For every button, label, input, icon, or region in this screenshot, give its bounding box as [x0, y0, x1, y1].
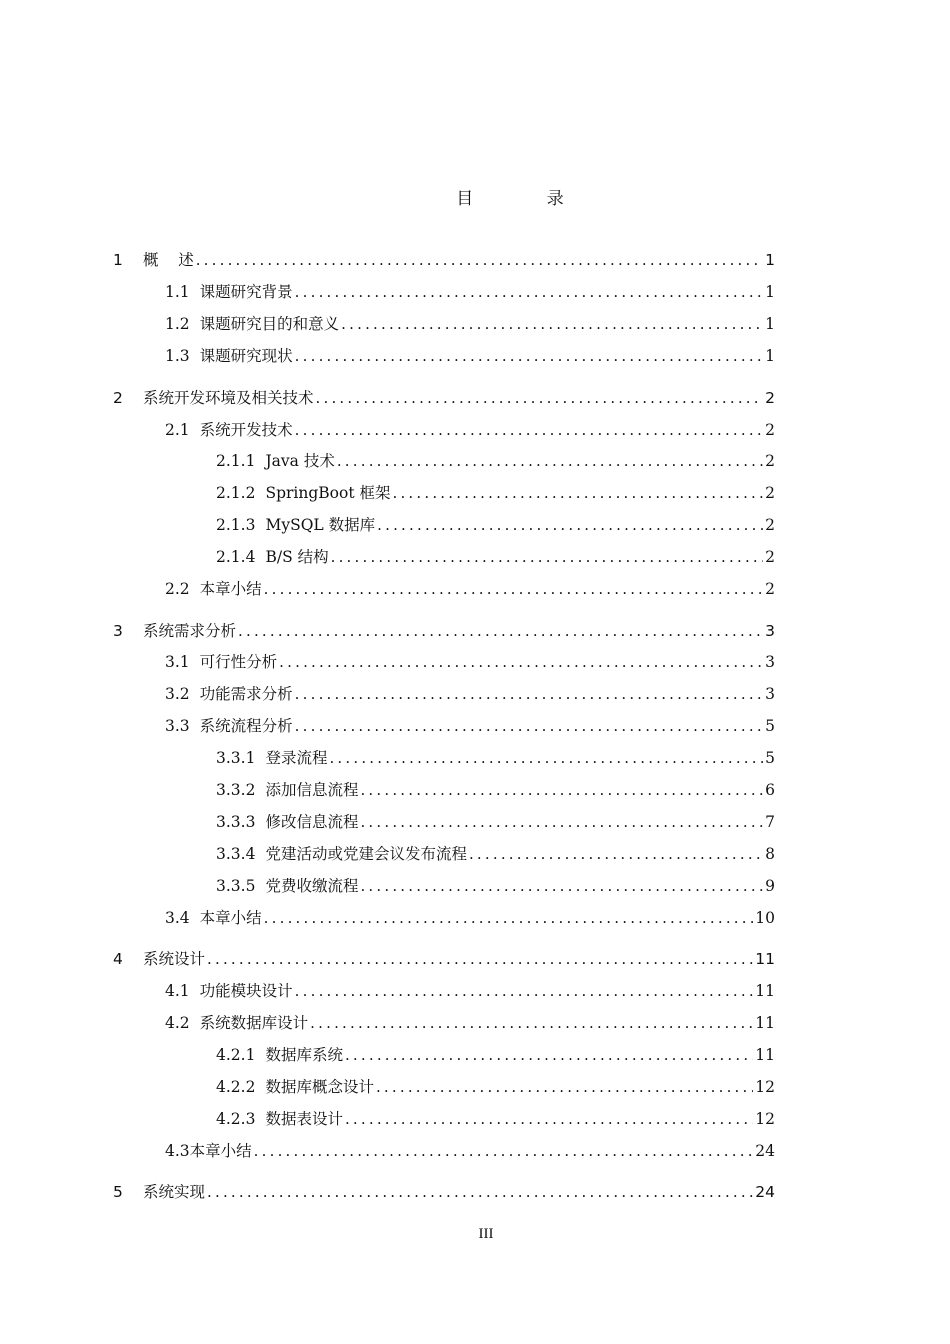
- toc-entry-page: 1: [765, 347, 775, 365]
- toc-entry-number: 3.3: [165, 717, 190, 735]
- toc-entry-number: 3.4: [165, 909, 190, 927]
- toc-leader-dots: [295, 345, 763, 367]
- toc-leader-dots: [345, 1108, 753, 1130]
- toc-entry[interactable]: [113, 1181, 775, 1203]
- toc-entry-title: Java 技术: [265, 452, 335, 470]
- toc-entry[interactable]: [216, 450, 775, 472]
- toc-entry-title: 党建活动或党建会议发布流程: [265, 845, 467, 863]
- toc-leader-dots: [207, 1181, 753, 1203]
- toc-entry-page: 24: [755, 1142, 775, 1160]
- toc-entry[interactable]: [216, 482, 775, 504]
- toc-leader-dots: [295, 715, 763, 737]
- toc-entry[interactable]: [216, 1044, 775, 1066]
- toc-entry-page: 12: [755, 1078, 775, 1096]
- toc-entry[interactable]: [165, 578, 775, 600]
- toc-entry-number: 5: [113, 1183, 123, 1201]
- page-number-footer: III: [478, 1226, 494, 1242]
- toc-entry-title: 系统需求分析: [143, 622, 237, 640]
- toc-entry-page: 9: [765, 877, 775, 895]
- page-title: 目 录: [456, 189, 598, 209]
- toc-entry-number: 4.2.3: [216, 1110, 256, 1128]
- toc-entry-title: 本章小结: [199, 909, 262, 927]
- toc-leader-dots: [331, 546, 764, 568]
- toc-entry-number: 3.3.4: [216, 845, 256, 863]
- toc-entry-page: 1: [765, 251, 775, 269]
- toc-entry-page: 11: [755, 950, 775, 968]
- toc-entry-page: 2: [765, 516, 775, 534]
- toc-entry[interactable]: [216, 779, 775, 801]
- toc-entry-title: 党费收缴流程: [265, 877, 359, 895]
- toc-leader-dots: [360, 875, 763, 897]
- toc-entry-page: 11: [755, 1046, 775, 1064]
- toc-entry-number: 3.2: [165, 685, 190, 703]
- toc-leader-dots: [295, 281, 763, 303]
- toc-entry-page: 11: [755, 1014, 775, 1032]
- toc-entry[interactable]: [216, 1108, 775, 1130]
- toc-entry-number: 2.1.3: [216, 516, 256, 534]
- toc-leader-dots: [254, 1140, 754, 1162]
- toc-leader-dots: [360, 779, 763, 801]
- toc-entry-title: B/S 结构: [265, 548, 329, 566]
- toc-entry-page: 2: [765, 389, 775, 407]
- toc-entry[interactable]: [113, 387, 775, 409]
- toc-entry[interactable]: [165, 1012, 775, 1034]
- toc-entry-title: 系统实现: [143, 1183, 206, 1201]
- toc-entry-page: 2: [765, 484, 775, 502]
- toc-entry-page: 1: [765, 315, 775, 333]
- toc-entry-title: 本章小结: [199, 580, 262, 598]
- toc-entry[interactable]: [216, 514, 775, 536]
- toc-entry[interactable]: [113, 620, 775, 642]
- toc-entry-title: 登录流程: [265, 749, 328, 767]
- toc-entry-number: 1.3: [165, 347, 190, 365]
- toc-entry-page: 10: [755, 909, 775, 927]
- toc-leader-dots: [376, 1076, 753, 1098]
- toc-entry-number: 4.1: [165, 982, 190, 1000]
- toc-entry-number: 1: [113, 251, 123, 269]
- toc-entry-title: 功能模块设计: [199, 982, 293, 1000]
- toc-entry-title: MySQL 数据库: [265, 516, 376, 534]
- toc-leader-dots: [238, 620, 763, 642]
- toc-entry-number: 4.2: [165, 1014, 190, 1032]
- toc-entry-number: 2.1.1: [216, 452, 256, 470]
- toc-entry-number: 2: [113, 389, 123, 407]
- toc-entry-page: 3: [765, 622, 775, 640]
- toc-entry[interactable]: [165, 715, 775, 737]
- toc-leader-dots: [207, 948, 753, 970]
- toc-entry[interactable]: [165, 907, 775, 929]
- toc-entry-title: 系统流程分析: [199, 717, 293, 735]
- toc-entry[interactable]: [216, 811, 775, 833]
- toc-leader-dots: [337, 450, 763, 472]
- toc-entry-number: 2.2: [165, 580, 190, 598]
- toc-entry-number: 3: [113, 622, 123, 640]
- toc-entry-title: 添加信息流程: [265, 781, 359, 799]
- toc-leader-dots: [392, 482, 763, 504]
- toc-entry-number: 4: [113, 950, 123, 968]
- toc-entry-page: 2: [765, 548, 775, 566]
- toc-leader-dots: [295, 980, 754, 1002]
- toc-entry-title: 概 述: [143, 251, 194, 269]
- toc-entry-page: 11: [755, 982, 775, 1000]
- toc-entry-number: 1.1: [165, 283, 190, 301]
- toc-entry-title: 数据库系统: [265, 1046, 343, 1064]
- toc-leader-dots: [377, 514, 763, 536]
- toc-leader-dots: [345, 1044, 753, 1066]
- toc-entry[interactable]: [165, 345, 775, 367]
- toc-leader-dots: [360, 811, 763, 833]
- toc-entry-number: 4.3: [165, 1142, 190, 1160]
- toc-entry[interactable]: [165, 313, 775, 335]
- toc-entry[interactable]: [113, 249, 775, 271]
- toc-leader-dots: [264, 907, 754, 929]
- toc-entry[interactable]: [165, 419, 775, 441]
- toc-leader-dots: [341, 313, 763, 335]
- toc-entry[interactable]: [216, 546, 775, 568]
- toc-entry-title: 可行性分析: [199, 653, 278, 671]
- toc-entry-number: 4.2.1: [216, 1046, 256, 1064]
- toc-entry[interactable]: [216, 1076, 775, 1098]
- toc-entry-title: 修改信息流程: [265, 813, 359, 831]
- toc-entry-page: 1: [765, 283, 775, 301]
- toc-entry-title: 课题研究背景: [199, 283, 293, 301]
- toc-leader-dots: [279, 651, 763, 673]
- toc-entry-number: 3.3.1: [216, 749, 256, 767]
- toc-entry-number: 3.3.5: [216, 877, 256, 895]
- toc-leader-dots: [196, 249, 763, 271]
- toc-entry-title: 功能需求分析: [199, 685, 293, 703]
- toc-entry-title: 数据库概念设计: [265, 1078, 374, 1096]
- toc-entry-title: 系统数据库设计: [199, 1014, 309, 1032]
- toc-entry[interactable]: [165, 281, 775, 303]
- toc-entry[interactable]: [216, 747, 775, 769]
- toc-entry-title: 系统开发技术: [199, 421, 293, 439]
- toc-entry-title: 本章小结: [189, 1142, 252, 1160]
- toc-entry-page: 3: [765, 653, 775, 671]
- toc-entry[interactable]: [216, 843, 775, 865]
- toc-entry-title: 数据表设计: [265, 1110, 343, 1128]
- toc-entry-title: 课题研究现状: [199, 347, 293, 365]
- toc-entry-number: 3.3.2: [216, 781, 256, 799]
- toc-entry-page: 5: [765, 717, 775, 735]
- toc-entry-number: 2.1.4: [216, 548, 256, 566]
- toc-entry-page: 5: [765, 749, 775, 767]
- toc-entry-page: 2: [765, 452, 775, 470]
- toc-entry-number: 3.1: [165, 653, 190, 671]
- toc-entry-page: 24: [755, 1183, 775, 1201]
- toc-entry-number: 3.3.3: [216, 813, 256, 831]
- toc-leader-dots: [264, 578, 763, 600]
- toc-entry-title: 系统开发环境及相关技术: [143, 389, 314, 407]
- toc-entry[interactable]: [165, 651, 775, 673]
- toc-entry-page: 3: [765, 685, 775, 703]
- toc-leader-dots: [316, 387, 764, 409]
- toc-entry-title: 课题研究目的和意义: [199, 315, 340, 333]
- toc-entry-page: 7: [765, 813, 775, 831]
- toc-leader-dots: [329, 747, 763, 769]
- toc-entry-number: 2.1: [165, 421, 190, 439]
- toc-entry-page: 12: [755, 1110, 775, 1128]
- toc-entry-title: 系统设计: [143, 950, 206, 968]
- toc-entry-page: 2: [765, 421, 775, 439]
- toc-entry[interactable]: [113, 948, 775, 970]
- toc-entry[interactable]: [165, 980, 775, 1002]
- toc-entry[interactable]: [165, 683, 775, 705]
- toc-entry-number: 4.2.2: [216, 1078, 256, 1096]
- toc-entry-number: 2.1.2: [216, 484, 256, 502]
- toc-entry[interactable]: [216, 875, 775, 897]
- toc-entry-page: 8: [765, 845, 775, 863]
- toc-entry-number: 1.2: [165, 315, 190, 333]
- toc-leader-dots: [310, 1012, 753, 1034]
- toc-entry[interactable]: [165, 1140, 775, 1162]
- toc-leader-dots: [295, 419, 763, 441]
- toc-entry-page: 2: [765, 580, 775, 598]
- toc-leader-dots: [295, 683, 763, 705]
- toc-entry-title: SpringBoot 框架: [265, 484, 391, 502]
- toc-leader-dots: [469, 843, 763, 865]
- toc-entry-page: 6: [765, 781, 775, 799]
